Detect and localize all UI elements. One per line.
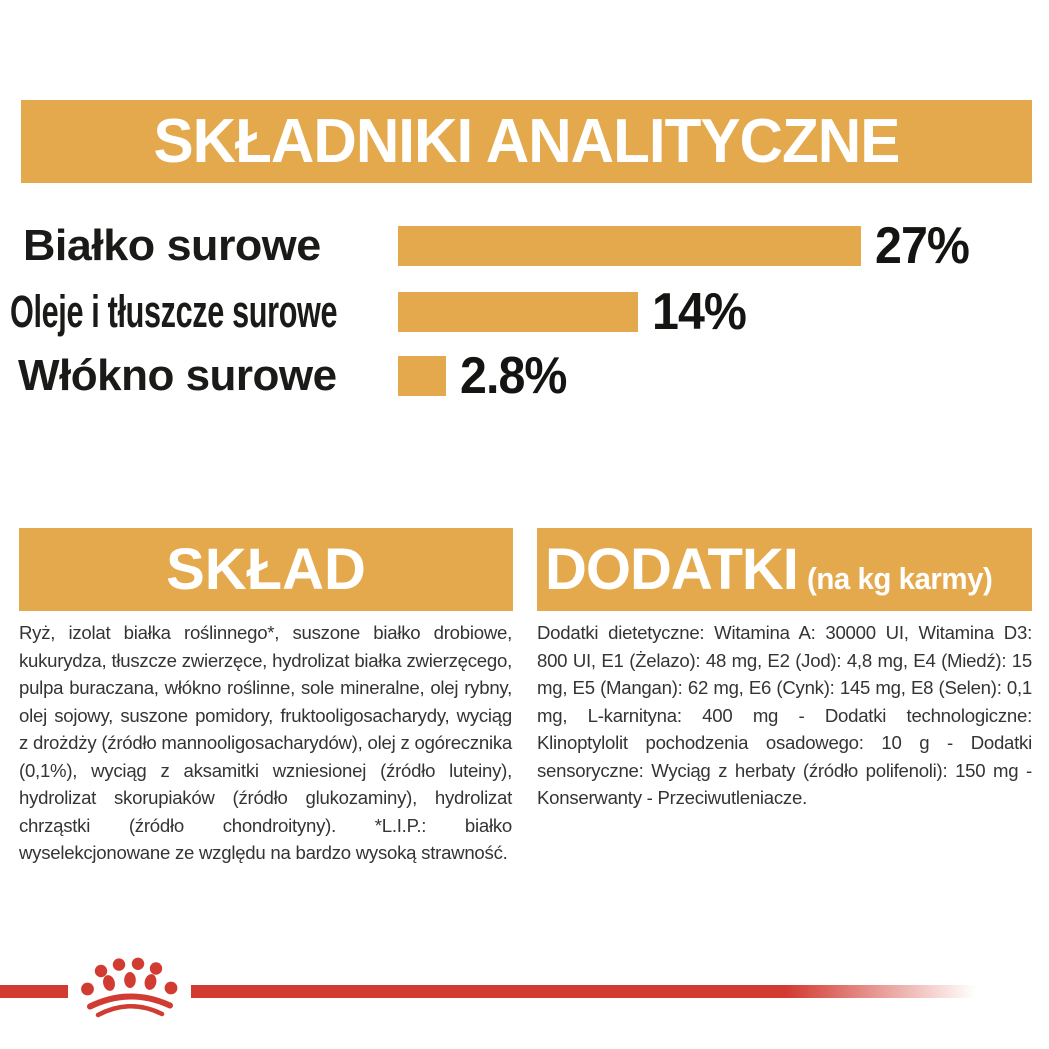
royal-canin-crown-icon xyxy=(75,956,187,1018)
chart-category-label: Białko surowe xyxy=(23,221,321,270)
analytics-section-header xyxy=(21,100,1032,183)
chart-row-wlokno-surowe xyxy=(0,347,1049,405)
chart-value-label: 2.8% xyxy=(460,347,567,405)
footer-red-line-left xyxy=(0,985,68,998)
dodatki-section-title-suffix: (na kg karmy) xyxy=(806,561,993,596)
dodatki-section-title: DODATKI xyxy=(545,537,798,602)
chart-category-label: Oleje i tłuszcze surowe xyxy=(10,286,338,337)
analytics-section-title: SKŁADNIKI ANALITYCZNE xyxy=(153,107,900,176)
sklad-section-header xyxy=(19,528,513,611)
dodatki-additives-text: Dodatki dietetyczne: Witamina A: 30000 UI, Witamina D3: 800 UI, E1 (Żelazo): 48 mg, E2 (Jod): 4,8 mg, E4 (Miedź): 15 mg, E5 (Mangan): 62 mg, E6 (Cynk): 145 mg, E8 (Selen): 0,1 mg, L-karnityna: 400 mg - Dodatki technologiczne: Klinoptylolit pochodzenia osadowego: 10 g - Dodatki sensoryczne: Wyciąg z herbaty (źródło polifenoli): 150 mg - Konserwanty - Przeciwutleniacze. xyxy=(537,622,1032,808)
dodatki-section-header xyxy=(537,528,1032,611)
chart-bar xyxy=(398,356,446,396)
chart-row-bialko-surowe xyxy=(0,217,1049,275)
sklad-ingredients-text: Ryż, izolat białka roślinnego*, suszone białko drobiowe, kukurydza, tłuszcze zwierzęce, hydrolizat białka zwierzęcego, pulpa buraczana, włókno roślinne, sole mineralne, olej rybny, olej sojowy, suszone pomidory, fruktooligosacharydy, wyciąg z drożdży (źródło mannooligosacharydów), olej z ogórecznika (0,1%), wyciąg z aksamitki wzniesionej (źródło luteiny), hydrolizat skorupiaków (źródło glukozaminy), hydrolizat chrząstki (źródło chondroityny). *L.I.P.: białko wyselekcjonowane ze względu na bardzo wysoką strawność. xyxy=(19,622,512,863)
chart-value-label: 14% xyxy=(652,283,747,341)
chart-value-label: 27% xyxy=(875,217,970,275)
footer-red-line-right xyxy=(191,985,975,998)
chart-row-oleje-tluszcze xyxy=(0,283,1049,341)
chart-bar xyxy=(398,292,638,332)
chart-bar xyxy=(398,226,861,266)
sklad-section-title: SKŁAD xyxy=(166,537,366,602)
chart-category-label: Włókno surowe xyxy=(18,351,337,400)
